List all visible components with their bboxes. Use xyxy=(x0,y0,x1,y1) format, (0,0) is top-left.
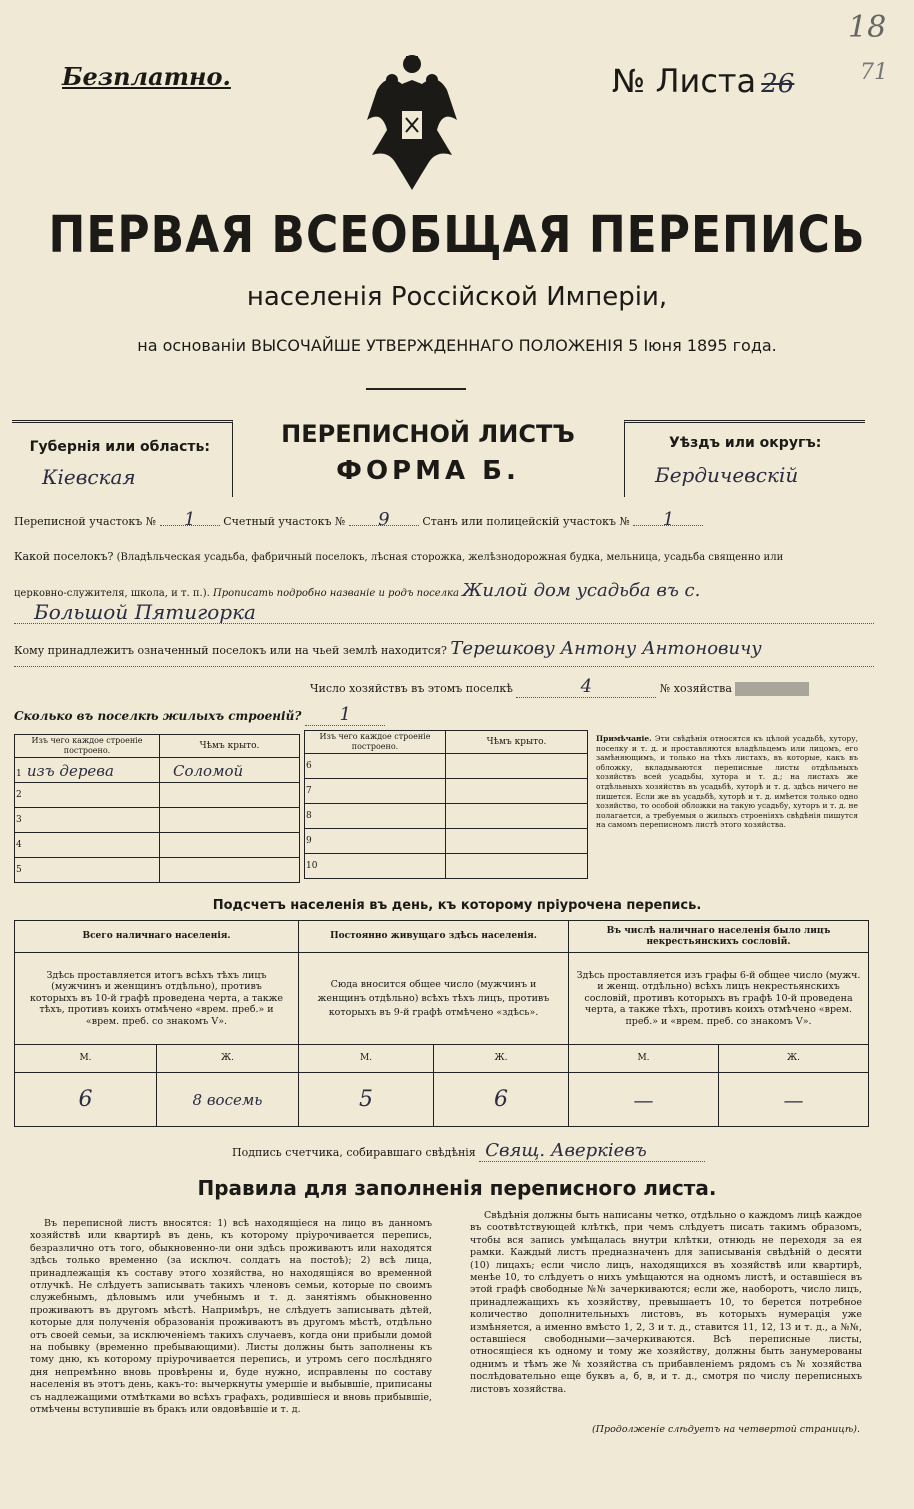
rules-left-column: Въ переписной листъ вносятся: 1) всѣ находящіеся на лицо въ данномъ хозяйствѣ или квартирѣ въ день, къ которому пріурочивается перепись, безразлично отъ того, обыкновенно-ли они здѣсь проживаютъ или находятся здѣсь только временно (за исключ. солдатъ на постоѣ); 2) всѣ лица, принадлежащія къ составу этого хозяйства, но находящіяся во временной отлучкѣ. Не слѣдуетъ записывать такихъ членовъ семьи, которые по своимъ служебнымъ, дѣловымъ или учебнымъ и т. д. занятіямъ обыкновенно проживаютъ въ другомъ мѣстѣ. Напримѣръ, не слѣдуетъ записывать дѣтей, которые для полученія образованія проживаютъ въ другомъ мѣстѣ, отдѣльно отъ своей семьи, за исключеніемъ такихъ случаевъ, когда они прибыли домой на побывку (временно пребывающими). Листы должны быть заполнены къ тому дню, къ которому пріурочивается перепись, и утромъ сего послѣдняго дня непремѣнно вновь провѣрены и, буде нужно, исправлены по составу населенія въ этотъ день, какъ-то: вычеркнуты умершіе и выбывшіе, приписаны съ надлежащими отмѣтками во всѣхъ графахъ, родившіеся и вновь прибывшіе, отмѣчены вступившіе въ бракъ или овдовѣвшіе и т. д. xyxy=(30,1218,432,1416)
col3-m: М. xyxy=(569,1045,719,1073)
col2-desc: Сюда вносится общее число (мужчинъ и женщинъ отдѣльно) всѣхъ тѣхъ лицъ, противъ которыхъ въ 9-й графѣ отмѣчено «здѣсь». xyxy=(299,953,569,1045)
col-roof-header: Чѣмъ крыто. xyxy=(160,735,300,758)
nonpeasant-m-value: — xyxy=(569,1073,719,1127)
row-roof: Соломой xyxy=(173,761,244,780)
total-m-value: 6 xyxy=(15,1073,157,1127)
stan-label: Станъ или полицейскій участокъ № xyxy=(422,515,630,528)
buildings-label: Сколько въ поселкѣ жилыхъ строеній? xyxy=(14,709,302,723)
col1-title: Всего наличнаго населенія. xyxy=(15,921,299,953)
page-subtitle: населенія Россійской Имперіи, xyxy=(246,282,668,312)
poselok-hint: (Владѣльческая усадьба, фабричный поселокъ, лѣсная сторожка, желѣзнодорожная будка, мельница, усадьба священно или xyxy=(116,552,784,563)
col1-m: М. xyxy=(15,1045,157,1073)
table-row: 5 xyxy=(15,858,300,883)
note-text: Эти свѣдѣнія относятся къ цѣлой усадьбѣ, хутору, поселку и т. д. и проставляются владѣльцемъ или лицомъ, его замѣняющимъ, и только на тѣхъ листахъ, въ которые, какъ въ обложку, вкладываются переписные листы отдѣльныхъ хозяйствъ всей усадьбы, хутора и т. д.; на листахъ же отдѣльныхъ хозяйствъ въ усадьбѣ, хуторѣ и т. д. здѣсь ничего не пишется. Если же въ усадьбѣ, хуторѣ и т. д. имѣется только одно хозяйство, то особой обложки на такую усадьбу, хуторъ и т. д. не полагается, а требуемыя о жилыхъ строеніяхъ свѣдѣнія пишутся на самомъ переписномъ листѣ этого хозяйства. xyxy=(596,734,858,830)
buildings-value: 1 xyxy=(305,704,385,726)
corner-archive-mark-2: 71 xyxy=(860,60,888,85)
form-name: ФОРМА Б. xyxy=(336,456,520,486)
total-zh-value: 8 восемь xyxy=(157,1073,299,1127)
uezd-label: Уѣздъ или округъ: xyxy=(669,435,822,451)
households-label: Число хозяйствъ въ этомъ поселкѣ xyxy=(310,682,513,695)
poselok-instruction: Прописать подробно названіе и родъ поселка xyxy=(212,588,459,599)
buildings-table-left xyxy=(14,734,300,883)
col3-zh: Ж. xyxy=(719,1045,869,1073)
stan-value: 1 xyxy=(633,514,703,526)
gubernia-box xyxy=(12,420,233,497)
table-row: 4 xyxy=(15,833,300,858)
households-value: 4 xyxy=(516,676,656,698)
col1-desc: Здѣсь проставляется итогъ всѣхъ тѣхъ лицъ (мужчинъ и женщинъ отдѣльно), противъ которыхъ въ 10-й графѣ проведена черта, а также тѣхъ, противъ коихъ отмѣчено «врем. преб.» и «врем. преб. со знакомъ V». xyxy=(15,953,299,1045)
table-row: 1 изъ дерева Соломой xyxy=(15,758,300,783)
summary-table xyxy=(14,920,869,1127)
perepis-uch-value: 1 xyxy=(160,514,220,526)
table-row: 3 xyxy=(15,808,300,833)
gubernia-value: Кіевская xyxy=(42,465,136,489)
nonpeasant-zh-value: — xyxy=(719,1073,869,1127)
uezd-box xyxy=(624,420,865,497)
permanent-zh-value: 6 xyxy=(434,1073,569,1127)
note-label: Примѣчаніе. xyxy=(596,734,652,743)
page-basis: на основаніи ВЫСОЧАЙШЕ УТВЕРЖДЕННАГО ПОЛОЖЕНІЯ 5 Іюня 1895 года. xyxy=(137,336,777,355)
corner-archive-mark: 18 xyxy=(848,10,887,45)
gubernia-label: Губернія или область: xyxy=(29,439,210,455)
summary-title: Подсчетъ населенія въ день, къ которому пріурочена перепись. xyxy=(212,898,702,913)
table-row: 8 xyxy=(305,804,588,829)
buildings-table-right xyxy=(304,730,588,879)
col3-desc: Здѣсь проставляется изъ графы 6-й общее число (мужч. и женщ. отдѣльно) всѣхъ лицъ некрестьянскихъ сословій, противъ которыхъ въ графѣ 10-й проведена черта, а также тѣхъ, противъ коихъ отмѣчено «врем. преб.» и «врем. преб. со знакомъ V». xyxy=(569,953,869,1045)
table-row: 10 xyxy=(305,854,588,879)
sheet-number-label: № Листа xyxy=(612,62,757,100)
poselok-hint-2: церковно-служителя, школа, и т. п.). xyxy=(14,588,210,599)
row-material: изъ дерева xyxy=(26,761,114,780)
form-title: ПЕРЕПИСНОЙ ЛИСТЪ xyxy=(281,420,575,448)
signature-label: Подпись счетчика, собиравшаго свѣдѣнія xyxy=(232,1146,476,1159)
col-material-header-2: Изъ чего каждое строеніе построено. xyxy=(305,731,446,754)
col2-m: М. xyxy=(299,1045,434,1073)
owner-continuation-line xyxy=(14,666,874,667)
title-divider xyxy=(366,388,466,390)
uezd-value: Бердичевскій xyxy=(655,463,799,487)
permanent-m-value: 5 xyxy=(299,1073,434,1127)
col3-title: Въ числѣ наличнаго населенія было лицъ некрестьянскихъ сословій. xyxy=(569,921,869,953)
household-no-label: № хозяйства xyxy=(659,682,732,695)
table-row: 9 xyxy=(305,829,588,854)
poselok-value: Жилой дом усадьба въ с. xyxy=(462,580,701,601)
owner-value: Терешкову Антону Антоновичу xyxy=(450,638,762,659)
perepis-uch-label: Переписной участокъ № xyxy=(14,515,157,528)
col2-zh: Ж. xyxy=(434,1045,569,1073)
col1-zh: Ж. xyxy=(157,1045,299,1073)
signature-value: Свящ. Аверкіевъ xyxy=(479,1140,705,1162)
schetny-uch-label: Счетный участокъ № xyxy=(223,515,346,528)
page-title: ПЕРВАЯ ВСЕОБЩАЯ ПЕРЕПИСЬ xyxy=(48,206,866,265)
col-roof-header-2: Чѣмъ крыто. xyxy=(446,731,588,754)
sheet-number-value: 26 xyxy=(761,69,795,99)
table-row: 7 xyxy=(305,779,588,804)
rules-right-column: Свѣдѣнія должны быть написаны четко, отдѣльно о каждомъ лицѣ каждое въ соотвѣтствующей клѣткѣ, при чемъ слѣдуетъ писать такимъ образомъ, чтобы вся запись умѣщалась внутри клѣтки, отнюдь не переходя за ея рамки. Каждый листъ предназначенъ для записыванія свѣдѣній о десяти (10) лицахъ; если число лицъ, находящихся въ хозяйствѣ или квартирѣ, менѣе 10, то слѣдуетъ о нихъ умѣщаются на одномъ листѣ, и оставшіеся въ этой графѣ свободные №№ зачеркиваются; если же, наоборотъ, число лицъ, принадлежащихъ къ хозяйству, превышаетъ 10, то берется потребное количество дополнительныхъ листовъ, въ которыхъ нумерація уже измѣняется, а именно вмѣсто 1, 2, 3 и т. д., ставится 11, 12, 13 и т. д., а №№, оставшіеся свободными—зачеркиваются. Всѣ переписные листы, относящіеся къ одному и тому же хозяйству, должны быть занумерованы однимъ и тѣмъ же № хозяйства съ прибавленіемъ рядомъ съ № хозяйства послѣдовательно еще буквъ а, б, в, и т. д., смотря по числу переписныхъ листовъ хозяйства. xyxy=(470,1210,862,1395)
owner-label: Кому принадлежитъ означенный поселокъ или на чьей землѣ находится? xyxy=(14,644,447,657)
schetny-uch-value: 9 xyxy=(349,514,419,526)
table-row: 2 xyxy=(15,783,300,808)
double-headed-eagle-icon xyxy=(357,50,467,200)
table-row: 6 xyxy=(305,754,588,779)
household-no-value xyxy=(735,682,809,696)
rules-continued: (Продолженіе слѣдуетъ на четвертой страницѣ). xyxy=(592,1424,860,1435)
col2-title: Постоянно живущаго здѣсь населенія. xyxy=(299,921,569,953)
free-label: Безплатно. xyxy=(62,62,231,91)
col-material-header: Изъ чего каждое строеніе построено. xyxy=(15,735,160,758)
poselok-value-2: Большой Пятигорка xyxy=(14,600,874,624)
poselok-label: Какой поселокъ? xyxy=(14,550,114,563)
rules-title: Правила для заполненія переписного листа. xyxy=(197,1176,717,1200)
